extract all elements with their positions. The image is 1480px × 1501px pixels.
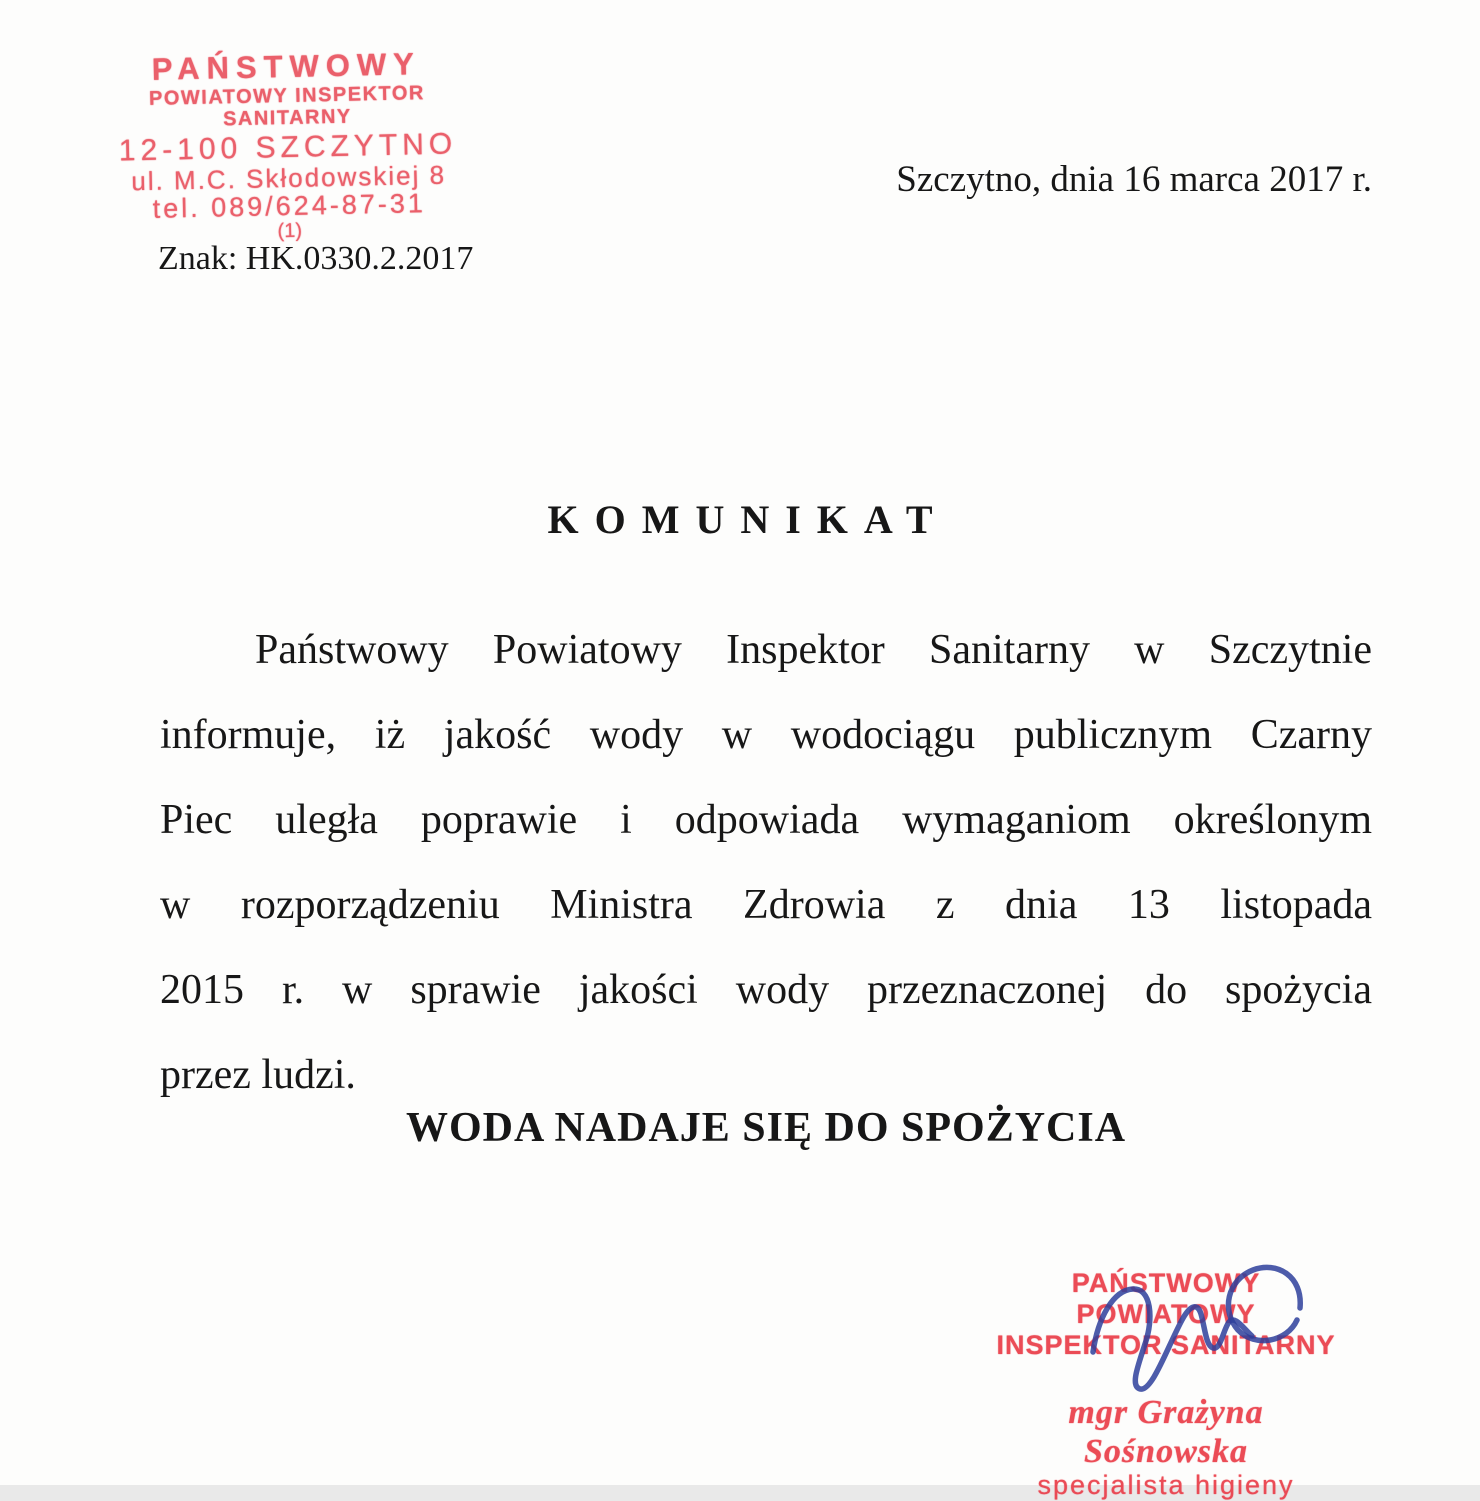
office-stamp-line: 12-100 SZCZYTNO <box>118 127 458 168</box>
office-stamp-line: ul. M.C. Skłodowskiej 8 <box>130 159 447 197</box>
reference-number: Znak: HK.0330.2.2017 <box>158 240 474 277</box>
signer-role: specjalista higieny <box>1037 1470 1295 1501</box>
signature-stamp-title: INSPEKTOR SANITARNY <box>996 1330 1336 1361</box>
body-line: w rozporządzeniu Ministra Zdrowia z dnia 13 listopada <box>160 882 1372 928</box>
office-stamp-line: (1) <box>277 220 303 243</box>
emphasis-statement: WODA NADAJE SIĘ DO SPOŻYCIA <box>405 1105 1127 1151</box>
body-line: 2015 r. w sprawie jakości wody przeznaczonej do spożycia <box>160 967 1372 1013</box>
body-line: przez ludzi. <box>160 1052 356 1098</box>
body-line: Państwowy Powiatowy Inspektor Sanitarny w Szczytnie <box>255 627 1372 673</box>
signature-stamp-title: PAŃSTWOWY POWIATOWY <box>1071 1268 1261 1330</box>
body-line: informuje, iż jakość wody w wodociągu publicznym Czarny <box>160 712 1372 758</box>
body-line: Piec uległa poprawie i odpowiada wymaganiom określonym <box>160 797 1372 843</box>
signer-name: mgr Grażyna Sośnowska <box>1068 1394 1264 1471</box>
dateline: Szczytno, dnia 16 marca 2017 r. <box>896 159 1372 200</box>
document-title: KOMUNIKAT <box>547 497 949 542</box>
body-paragraph <box>160 608 1372 1118</box>
office-stamp <box>90 46 486 247</box>
signature-stamp <box>982 1268 1350 1501</box>
office-stamp-line: POWIATOWY INSPEKTOR SANITARNY <box>148 82 426 131</box>
office-stamp-line: PAŃSTWOWY <box>151 46 422 87</box>
office-stamp-line: tel. 089/624-87-31 <box>152 188 427 224</box>
